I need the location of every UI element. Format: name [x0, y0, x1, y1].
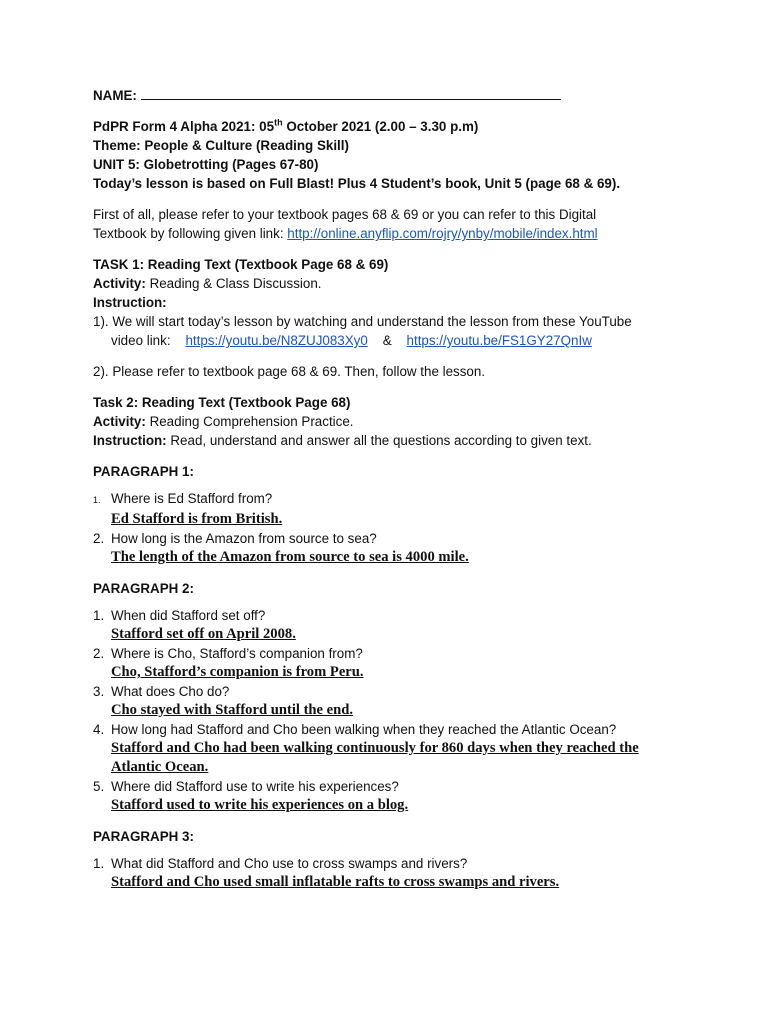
name-label: NAME:	[93, 88, 137, 103]
name-row	[93, 86, 693, 105]
paragraph-2-heading: PARAGRAPH 2:	[93, 581, 194, 596]
task1-title: TASK 1: Reading Text (Textbook Page 68 & 69)	[93, 257, 389, 272]
lesson-line: Today’s lesson is based on Full Blast! Plus 4 Student’s book, Unit 5 (page 68 & 69).	[93, 176, 621, 191]
paragraph-1-heading: PARAGRAPH 1:	[93, 464, 194, 479]
question-number: 2.	[93, 531, 105, 546]
question-text: When did Stafford set off?	[111, 608, 266, 623]
task2-instruction-text: Read, understand and answer all the questions according to given text.	[166, 433, 592, 448]
answer-text[interactable]: Cho, Stafford’s companion is from Peru.	[111, 664, 364, 680]
question-number: 2.	[93, 646, 105, 661]
youtube-link-2[interactable]: https://youtu.be/FS1GY27QnIw	[406, 333, 592, 348]
question-item	[93, 644, 693, 663]
intro-line-1: First of all, please refer to your textbook pages 68 & 69 or you can refer to this Digital	[93, 207, 597, 222]
question-text: How long is the Amazon from source to sea?	[111, 531, 377, 546]
intro-line-2	[93, 224, 693, 243]
task2-instruction	[93, 431, 693, 450]
question-item	[93, 777, 693, 796]
task2-activity-text: Reading Comprehension Practice.	[145, 414, 354, 429]
question-text: Where is Ed Stafford from?	[111, 491, 273, 506]
name-blank-line[interactable]	[141, 87, 561, 100]
task1-step2: 2). Please refer to textbook page 68 & 69. Then, follow the lesson.	[93, 364, 486, 379]
worksheet	[93, 86, 693, 892]
form-date-line	[93, 117, 693, 136]
answer-text[interactable]: Ed Stafford is from British.	[111, 511, 283, 527]
question-item	[93, 854, 693, 873]
answer-text[interactable]: Stafford set off on April 2008.	[111, 626, 296, 642]
answer-text[interactable]: The length of the Amazon from source to sea is 4000 mile.	[111, 549, 469, 565]
task1-activity-text: Reading & Class Discussion.	[145, 276, 322, 291]
task2-activity	[93, 412, 693, 431]
task1-step1-line1: 1). We will start today’s lesson by watching and understand the lesson from these YouTube	[93, 314, 632, 329]
answer-text[interactable]: Stafford and Cho used small inflatable rafts to cross swamps and rivers.	[111, 874, 560, 890]
question-item	[93, 489, 693, 510]
intro-text: Textbook by following given link:	[93, 226, 288, 241]
answer-text[interactable]: Stafford and Cho had been walking continuously for 860 days when they reached the Atlantic Ocean.	[111, 740, 639, 775]
question-item	[93, 720, 693, 739]
answer-text[interactable]: Cho stayed with Stafford until the end.	[111, 702, 354, 718]
question-number: 1.	[93, 608, 105, 623]
question-number: 1.	[93, 495, 101, 505]
paragraph-3-heading: PARAGRAPH 3:	[93, 829, 194, 844]
task2-activity-label: Activity:	[93, 414, 146, 429]
question-text: What does Cho do?	[111, 684, 230, 699]
question-text: How long had Stafford and Cho been walking when they reached the Atlantic Ocean?	[111, 722, 617, 737]
question-number: 1.	[93, 856, 105, 871]
question-item	[93, 529, 693, 548]
form-date-text: PdPR Form 4 Alpha 2021: 05	[93, 119, 275, 134]
unit-line: UNIT 5: Globetrotting (Pages 67-80)	[93, 157, 319, 172]
question-item	[93, 606, 693, 625]
youtube-link-1[interactable]: https://youtu.be/N8ZUJ083Xy0	[185, 333, 368, 348]
question-text: Where did Stafford use to write his experiences?	[111, 779, 399, 794]
question-number: 5.	[93, 779, 105, 794]
question-item	[93, 682, 693, 701]
theme-line: Theme: People & Culture (Reading Skill)	[93, 138, 349, 153]
answer-text[interactable]: Stafford used to write his experiences on a blog.	[111, 797, 409, 813]
digital-textbook-link[interactable]: http://online.anyflip.com/rojry/ynby/mobile/index.html	[287, 226, 598, 241]
form-date-time: October 2021 (2.00 – 3.30 p.m)	[282, 119, 479, 134]
video-link-label: video link:	[111, 333, 171, 348]
question-text: Where is Cho, Stafford’s companion from?	[111, 646, 363, 661]
task2-title: Task 2: Reading Text (Textbook Page 68)	[93, 395, 351, 410]
question-number: 3.	[93, 684, 105, 699]
form-date-sup: th	[274, 117, 283, 128]
link-separator: &	[382, 333, 392, 348]
question-number: 4.	[93, 722, 105, 737]
task1-activity	[93, 274, 693, 293]
task2-instruction-label: Instruction:	[93, 433, 167, 448]
task1-step1-line2	[93, 331, 693, 350]
task1-instruction-label: Instruction:	[93, 295, 167, 310]
question-text: What did Stafford and Cho use to cross swamps and rivers?	[111, 856, 468, 871]
task1-activity-label: Activity:	[93, 276, 146, 291]
